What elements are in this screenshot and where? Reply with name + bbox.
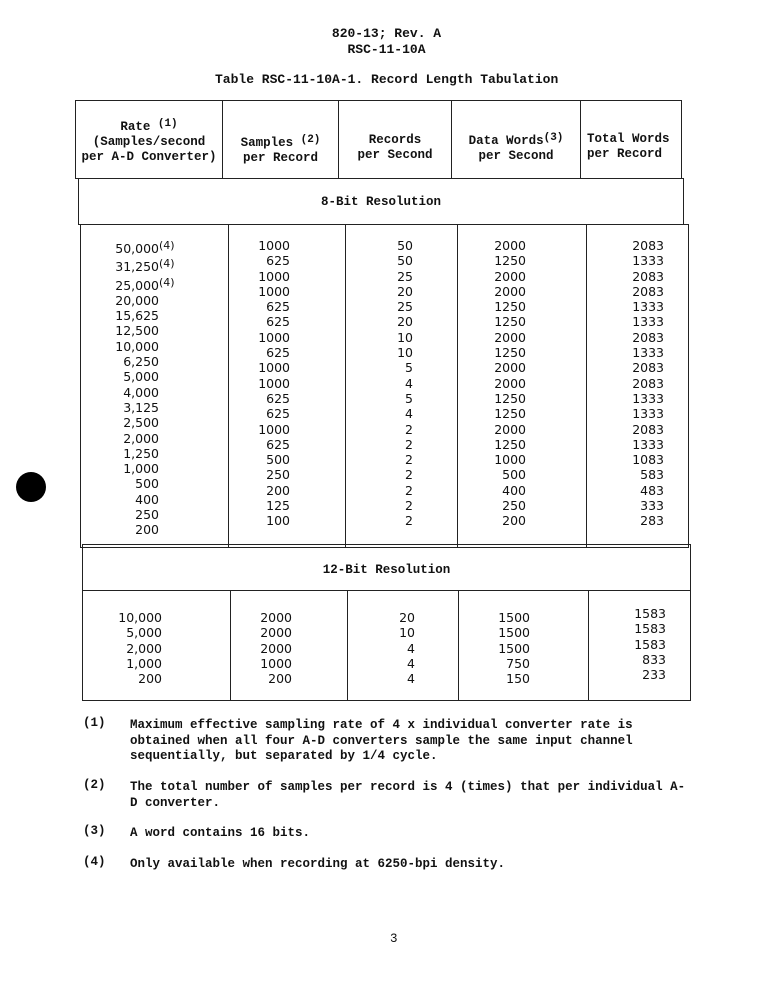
col-records-8bit: [388, 238, 413, 529]
table-cell: 400: [135, 491, 159, 507]
table-cell: 3,125: [123, 399, 159, 415]
table-cell: 250: [135, 507, 159, 523]
divider: [457, 224, 458, 548]
table-cell: 100: [266, 513, 290, 529]
table-cell: 1000: [258, 360, 290, 376]
table-cell: 12,500: [115, 323, 159, 339]
table-cell: 750: [506, 655, 530, 671]
table-cell: 1333: [632, 436, 664, 452]
table-cell: 1000: [258, 283, 290, 299]
table-cell: 200: [138, 671, 162, 687]
table-cell: 1250: [494, 436, 526, 452]
table-cell: 1333: [632, 253, 664, 269]
table-cell: 10: [397, 329, 413, 345]
table-cell: 2: [405, 513, 413, 529]
table-cell: 200: [502, 513, 526, 529]
table-cell: 1250: [494, 406, 526, 422]
table-cell: 583: [640, 467, 664, 483]
table-cell: 31,250$^{(4)}$: [115, 257, 175, 275]
table-cell: 625: [266, 253, 290, 269]
table-cell: 1250: [494, 390, 526, 406]
col-rate-8bit: [111, 238, 221, 538]
divider: [228, 224, 229, 548]
table-cell: 1083: [632, 452, 664, 468]
table-cell: 1333: [632, 390, 664, 406]
table-cell: 6,250: [123, 354, 159, 370]
header-records-per-second: Records per Second: [357, 133, 433, 162]
table-cell: 2,500: [123, 415, 159, 431]
document-id: 820-13; Rev. A: [331, 26, 442, 41]
table-cell: 1000: [258, 421, 290, 437]
col-total-words-8bit: [620, 238, 664, 529]
table-cell: 833: [642, 651, 666, 667]
table-cell: 4: [405, 375, 413, 391]
col-data-words-12bit: [486, 610, 530, 686]
table-cell: 1000: [494, 452, 526, 468]
table-cell: 1500: [498, 640, 530, 656]
table-cell: 5,000: [123, 369, 159, 385]
table-cell: 333: [640, 498, 664, 514]
table-cell: 1333: [632, 406, 664, 422]
col-samples-8bit: [250, 238, 290, 529]
header-total-words-per-record: Total Words per Record: [587, 132, 670, 161]
table-cell: 1583: [634, 606, 666, 621]
table-title: Table RSC-11-10A-1. Record Length Tabulation: [215, 72, 559, 87]
table-cell: 200: [266, 482, 290, 498]
table-cell: 233: [642, 667, 666, 683]
table-cell: 500: [135, 476, 159, 492]
table-cell: 4,000: [123, 384, 159, 400]
table-cell: 1,250: [123, 445, 159, 461]
table-cell: 4: [405, 406, 413, 422]
divider: [588, 590, 589, 701]
table-cell: 200: [135, 522, 159, 538]
divider: [458, 590, 459, 701]
table-cell: 1250: [494, 253, 526, 269]
table-cell: 2000: [494, 329, 526, 345]
divider: [347, 590, 348, 701]
table-cell: 5: [405, 360, 413, 376]
divider: [586, 224, 587, 548]
table-cell: 2000: [494, 268, 526, 284]
table-cell: 2000: [494, 238, 526, 253]
table-cell: 50,000$^{(4)}$: [115, 239, 175, 256]
table-cell: 625: [266, 406, 290, 422]
col-samples-12bit: [250, 610, 292, 686]
table-cell: 1000: [258, 329, 290, 345]
table-cell: 1583: [634, 621, 666, 637]
table-cell: 2000: [494, 283, 526, 299]
table-cell: 1500: [498, 610, 530, 625]
divider: [230, 590, 231, 701]
table-cell: 1000: [258, 238, 290, 253]
table-cell: 500: [502, 467, 526, 483]
table-cell: 20,000: [115, 292, 159, 308]
table-cell: 1250: [494, 314, 526, 330]
table-cell: 2: [405, 482, 413, 498]
table-cell: 4: [407, 655, 415, 671]
table-cell: 625: [266, 436, 290, 452]
table-cell: 625: [266, 345, 290, 361]
binder-hole: [16, 472, 46, 502]
table-cell: 1,000: [123, 461, 159, 477]
table-cell: 2000: [494, 421, 526, 437]
table-cell: 1500: [498, 625, 530, 641]
table-cell: 2083: [632, 238, 664, 253]
table-cell: 1000: [258, 375, 290, 391]
table-cell: 50: [397, 253, 413, 269]
header-data-words-per-second: Data Words$^{(3)}$ per Second: [468, 132, 564, 163]
table-cell: 2: [405, 498, 413, 514]
table-cell: 25,000$^{(4)}$: [115, 275, 175, 293]
table-cell: 1,000: [126, 655, 162, 671]
divider: [345, 224, 346, 548]
table-cell: 25: [397, 268, 413, 284]
table-cell: 400: [502, 482, 526, 498]
table-cell: 4: [407, 640, 415, 656]
table-cell: 2: [405, 452, 413, 468]
table-cell: 2000: [260, 640, 292, 656]
table-cell: 2000: [260, 610, 292, 625]
table-cell: 2083: [632, 329, 664, 345]
divider: [580, 100, 581, 179]
table-cell: 2: [405, 436, 413, 452]
table-cell: 25: [397, 299, 413, 315]
table-cell: 2083: [632, 268, 664, 284]
table-cell: 20: [397, 283, 413, 299]
table-cell: 1000: [260, 655, 292, 671]
table-cell: 10,000: [118, 610, 162, 625]
table-cell: 625: [266, 314, 290, 330]
table-cell: 10: [399, 625, 415, 641]
col-total-words-12bit: [626, 606, 666, 682]
table-cell: 2,000: [126, 640, 162, 656]
table-cell: 5: [405, 390, 413, 406]
col-records-12bit: [390, 610, 415, 686]
header-rate: Rate $^{(1)}$ (Samples/second per A-D Converter): [81, 118, 217, 164]
table-cell: 50: [397, 238, 413, 253]
table-cell: 20: [397, 314, 413, 330]
table-cell: 200: [268, 671, 292, 687]
section-12bit-title: 12-Bit Resolution: [322, 563, 451, 577]
table-cell: 250: [502, 498, 526, 514]
table-cell: 2000: [494, 360, 526, 376]
table-cell: 625: [266, 390, 290, 406]
table-cell: 150: [506, 671, 530, 687]
header-samples-per-record: Samples $^{(2)}$ per Record: [240, 134, 321, 165]
table-cell: 1333: [632, 299, 664, 315]
table-cell: 15,625: [115, 308, 159, 324]
table-cell: 625: [266, 299, 290, 315]
section-8bit-title: 8-Bit Resolution: [320, 195, 442, 209]
table-cell: 1333: [632, 314, 664, 330]
document-sub-id: RSC-11-10A: [347, 42, 426, 57]
table-cell: 5,000: [126, 625, 162, 641]
table-cell: 2,000: [123, 430, 159, 446]
table-cell: 500: [266, 452, 290, 468]
table-cell: 283: [640, 513, 664, 529]
table-cell: 2000: [494, 375, 526, 391]
col-data-words-8bit: [480, 238, 526, 529]
table-cell: 2: [405, 467, 413, 483]
table-cell: 2083: [632, 283, 664, 299]
col-rate-12bit: [114, 610, 224, 686]
table-cell: 10,000: [115, 338, 159, 354]
table-cell: 1000: [258, 268, 290, 284]
table-cell: 2000: [260, 625, 292, 641]
page-number: 3: [390, 932, 398, 946]
table-cell: 2083: [632, 421, 664, 437]
table-cell: 2: [405, 421, 413, 437]
table-cell: 2083: [632, 360, 664, 376]
table-cell: 125: [266, 498, 290, 514]
table-cell: 483: [640, 482, 664, 498]
table-cell: 20: [399, 610, 415, 625]
table-cell: 2083: [632, 375, 664, 391]
table-cell: 1250: [494, 299, 526, 315]
table-cell: 1333: [632, 345, 664, 361]
table-cell: 250: [266, 467, 290, 483]
table-cell: 4: [407, 671, 415, 687]
table-cell: 1583: [634, 636, 666, 652]
table-cell: 10: [397, 345, 413, 361]
table-cell: 1250: [494, 345, 526, 361]
